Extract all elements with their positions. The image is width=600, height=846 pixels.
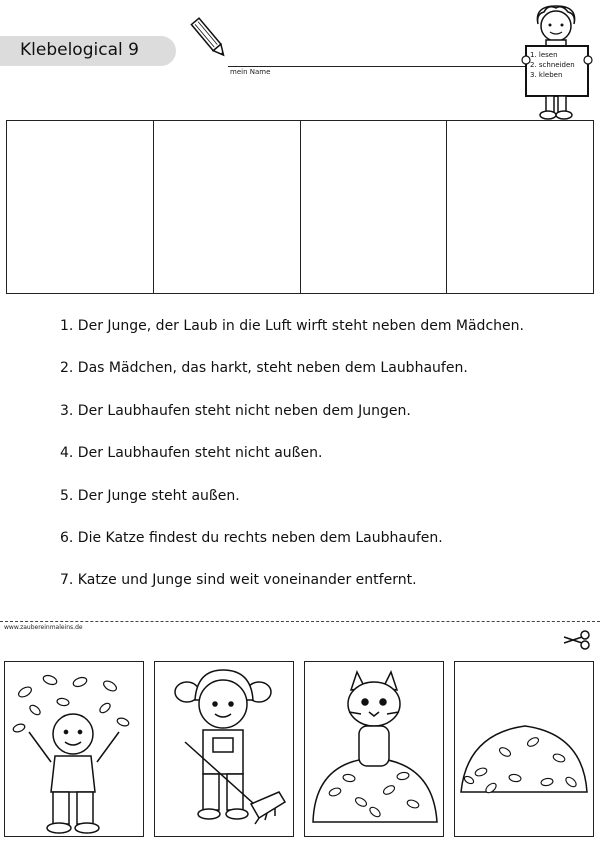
name-label: mein Name	[230, 68, 271, 76]
name-line[interactable]	[228, 66, 528, 67]
clue-4: 4. Der Laubhaufen steht nicht außen.	[60, 445, 323, 462]
step-read: 1. lesen	[530, 51, 558, 59]
boy-throwing-leaves-icon	[5, 662, 143, 836]
clue-2: 2. Das Mädchen, das harkt, steht neben dem Laubhaufen.	[60, 360, 468, 377]
leaf-pile-icon	[455, 662, 593, 836]
step-cut: 2. schneiden	[530, 61, 575, 69]
clue-5: 5. Der Junge steht außen.	[60, 487, 240, 504]
title-tab	[0, 36, 176, 66]
answer-box-1[interactable]	[7, 121, 154, 293]
step-glue: 3. kleben	[530, 71, 563, 79]
instruction-steps	[530, 50, 582, 80]
pencil-icon	[190, 14, 230, 64]
clue-6: 6. Die Katze findest du rechts neben dem Laubhaufen.	[60, 529, 443, 546]
clue-1: 1. Der Junge, der Laub in die Luft wirft steht neben dem Mädchen.	[60, 318, 524, 334]
cutout-boy[interactable]	[4, 661, 144, 837]
answer-box-4[interactable]	[447, 121, 593, 293]
cutout-girl[interactable]	[154, 661, 294, 837]
scissors-icon	[562, 630, 592, 650]
cutout-leaf-pile[interactable]	[454, 661, 594, 837]
cat-on-leaf-pile-icon	[305, 662, 443, 836]
answer-boxes	[6, 120, 594, 294]
page-title: Klebelogical 9	[20, 40, 139, 60]
footer-url: www.zaubereinmaleins.de	[4, 624, 83, 631]
cutout-cat[interactable]	[304, 661, 444, 837]
answer-box-3[interactable]	[301, 121, 448, 293]
cut-line	[0, 621, 600, 622]
answer-box-2[interactable]	[154, 121, 301, 293]
clue-list	[60, 316, 524, 613]
girl-raking-icon	[155, 662, 293, 836]
clue-3: 3. Der Laubhaufen steht nicht neben dem Jungen.	[60, 402, 411, 419]
clue-7: 7. Katze und Junge sind weit voneinander entfernt.	[60, 572, 417, 589]
